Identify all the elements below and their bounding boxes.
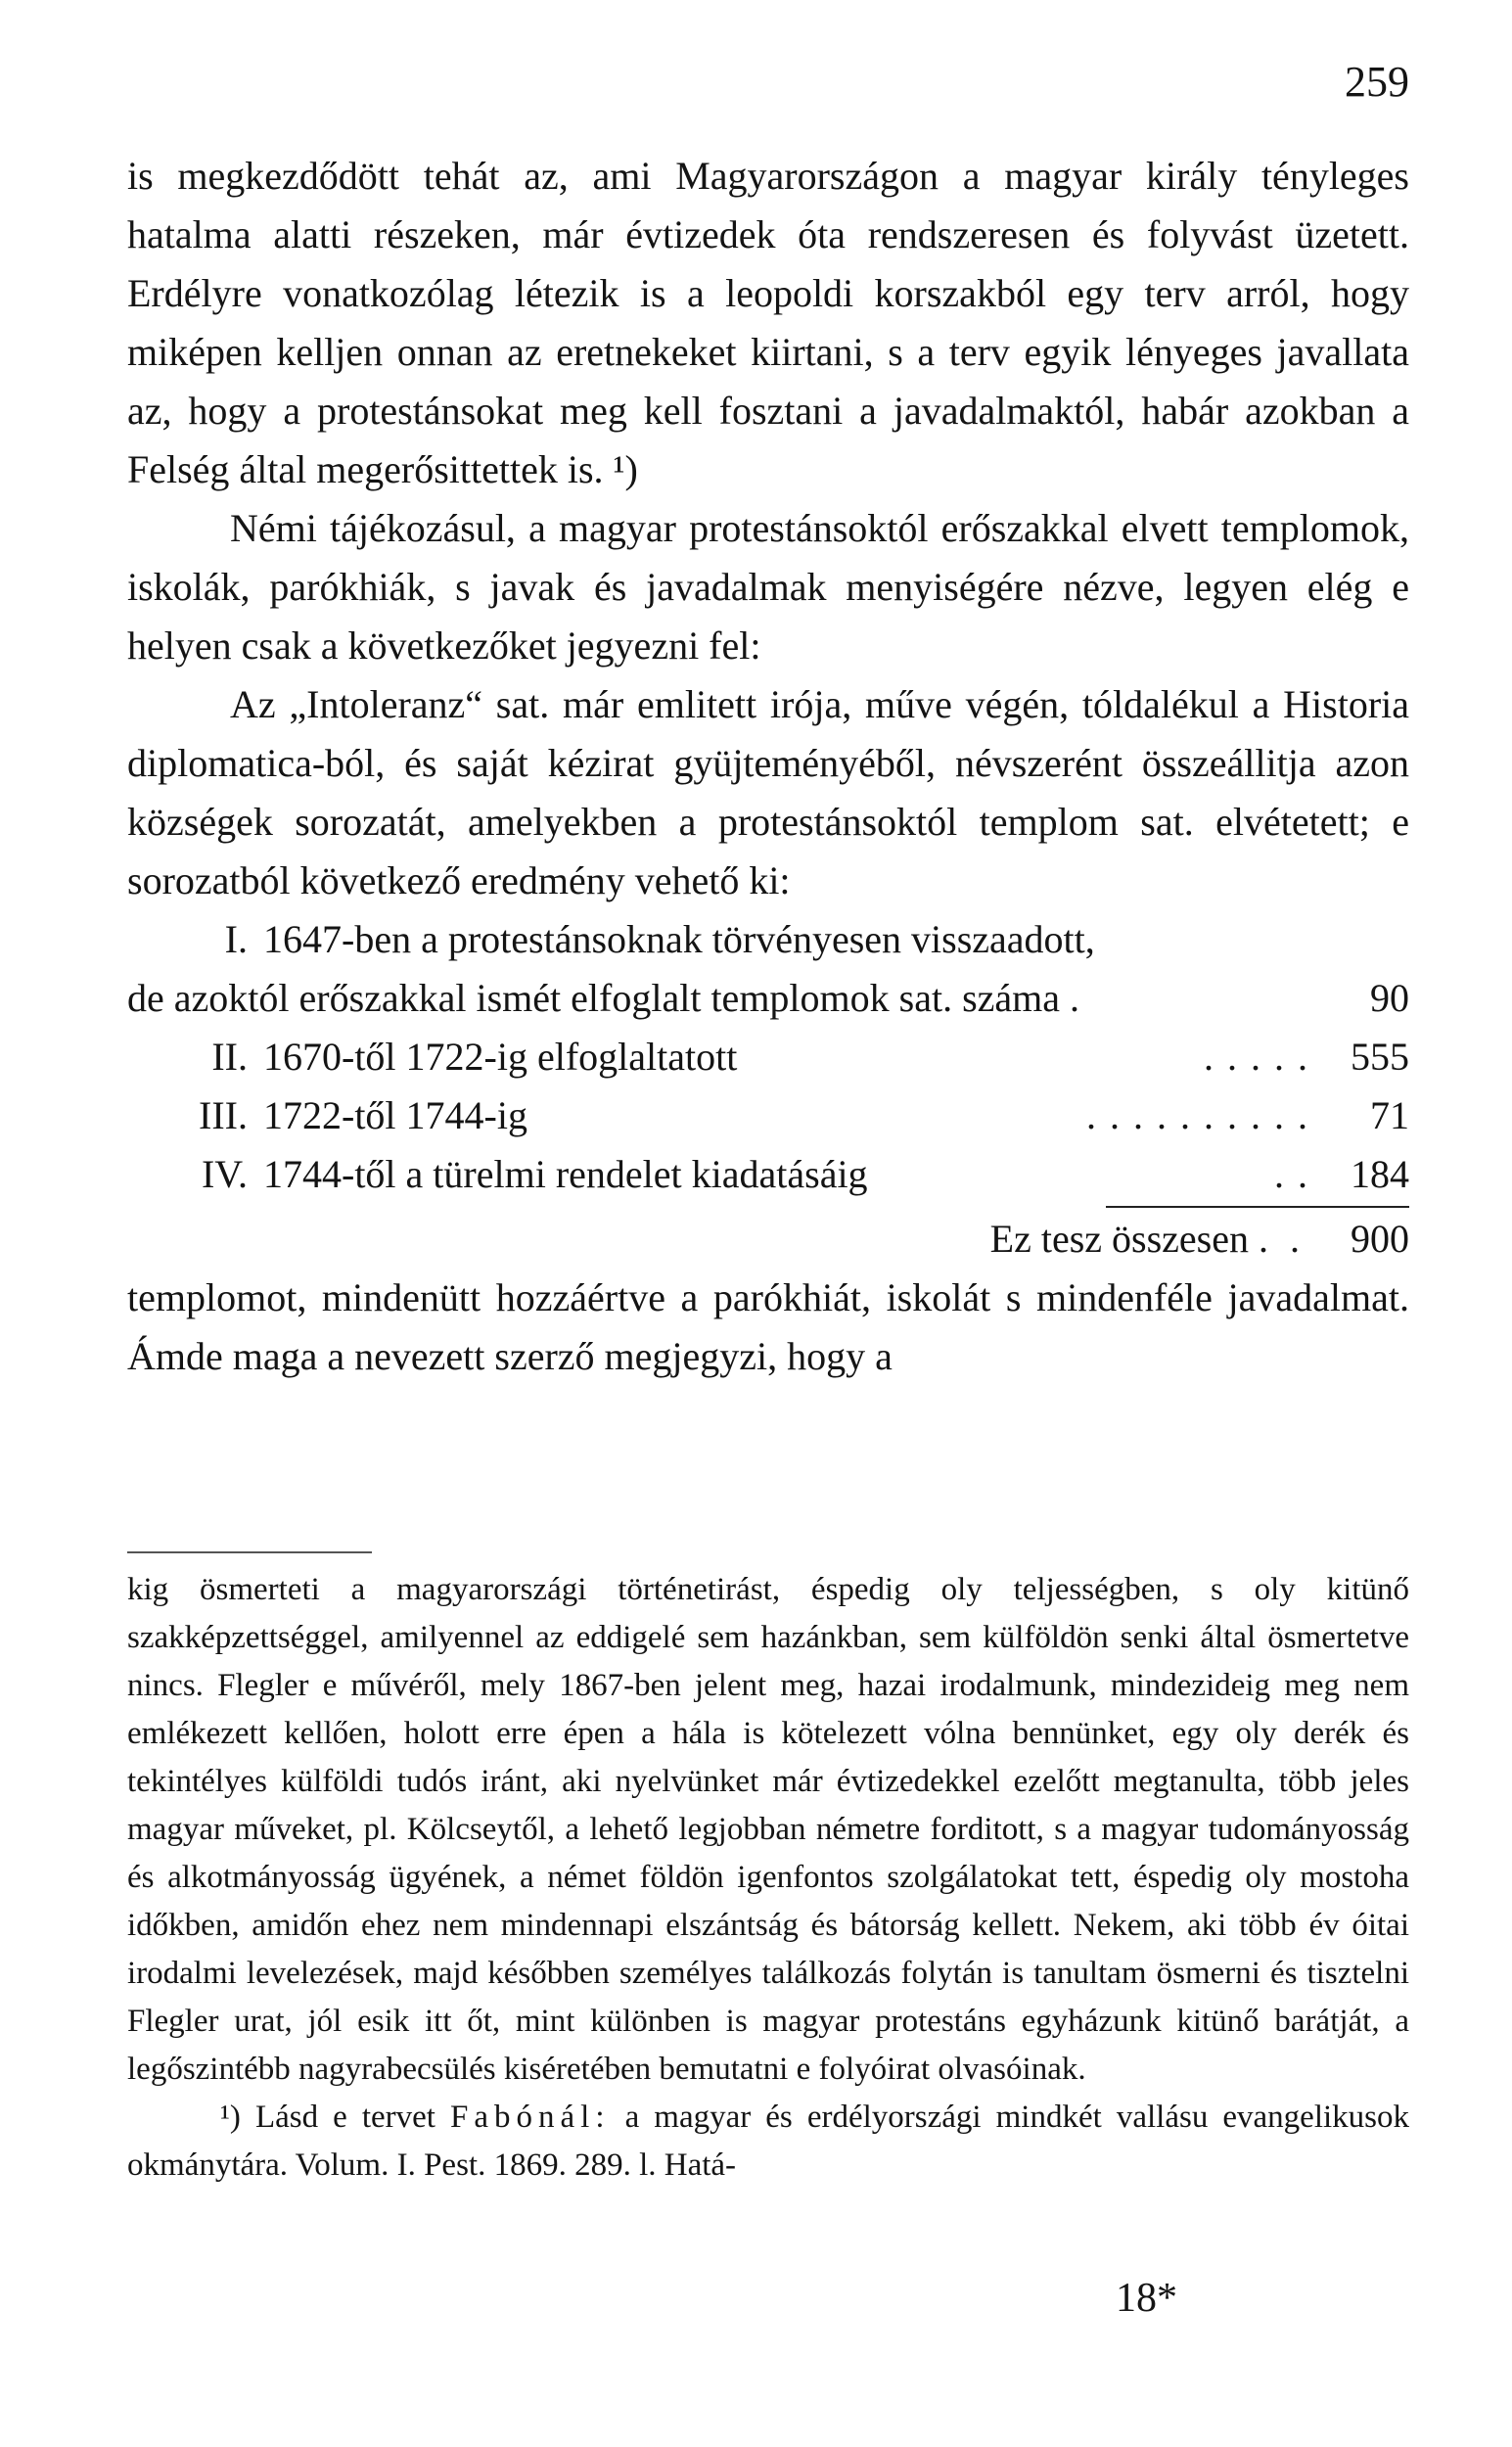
table-row: [127, 969, 1409, 1028]
row-leader-dots: .: [1070, 976, 1094, 1020]
row-number: IV.: [201, 1152, 248, 1196]
church-count-table: [127, 910, 1409, 1269]
row-description: 1722-től 1744-ig: [263, 1093, 527, 1137]
row-value: 71: [1370, 1093, 1409, 1137]
table-row: [127, 1086, 1409, 1145]
main-text: [127, 147, 1409, 1386]
table-row: [127, 1028, 1409, 1086]
total-row: [127, 1210, 1409, 1269]
row-number: I.: [224, 917, 248, 961]
footnote-1: [127, 2094, 1409, 2190]
signature-mark: 18*: [1116, 2276, 1177, 2321]
row-leader-dots: ..........: [1086, 1093, 1321, 1137]
paragraph-4: templomot, mindenütt hozzáértve a parókhiát, iskolát s mindenféle javadalmat. Ámde maga a nevezett szerző megjegyzi, hogy a: [127, 1275, 1409, 1378]
total-label: Ez tesz összesen: [989, 1217, 1249, 1261]
table-row: [127, 910, 1409, 969]
total-leader-dots: ..: [1259, 1217, 1321, 1261]
footnote-1-rest: a magyar és erdélyországi mindkét vallásu evangelikusok okmánytára. Volum. I. Pest. 1869. 289. l. Hatá-: [127, 2100, 1409, 2183]
row-description: 1647-ben a protestánsoknak törvényesen visszaadott,: [263, 917, 1095, 961]
page-number: 259: [1345, 58, 1409, 106]
table-row: [127, 1145, 1409, 1204]
row-description: 1744-től a türelmi rendelet kiadatásáig: [263, 1152, 868, 1196]
row-value: 184: [1351, 1152, 1409, 1196]
paragraph-1: is megkezdődött tehát az, ami Magyarországon a magyar király tényleges hatalma alatti részeken, már évtizedek óta rendszeresen és folyvást üzetett. Erdélyre vonatkozólag létezik is a leopoldi korszakból egy terv arról, hogy miképen kelljen onnan az eretnekeket kiirtani, s a terv egyik lényeges javallata az, hogy a protestánsokat meg kell fosztani a javadalmaktól, habár azokban a Felség által megerősittettek is. ¹): [127, 154, 1409, 491]
footnote-1-author: Fabónál:: [450, 2100, 611, 2135]
row-description: de azoktól erőszakkal ismét elfoglalt templomok sat. száma: [127, 976, 1061, 1020]
row-value: 90: [1370, 976, 1409, 1020]
paragraph-2: Némi tájékozásul, a magyar protestánsoktól erőszakkal elvett templomok, iskolák, parókhiák, s javak és javadalmak menyiségére nézve, legyen elég e helyen csak a következőket jegyezni fel:: [127, 506, 1409, 668]
row-value: 555: [1351, 1035, 1409, 1079]
sum-rule: [1106, 1206, 1409, 1208]
footnote-rule: [127, 1551, 372, 1553]
footnotes: [127, 1566, 1409, 2190]
footnote-continued: kig ösmerteti a magyarországi történetirást, éspedig oly teljességben, s oly kitünő szakképzettséggel, amilyennel az eddigelé sem hazánkban, sem külföldön senki által ösmertetve nincs. Flegler e művéről, mely 1867-ben jelent meg, hazai irodalmunk, mindezideig meg nem emlékezett kellően, holott erre épen a hála is kötelezett vólna bennünket, egy oly derék és tekintélyes külföldi tudós iránt, aki nyelvünket már évtizedekkel ezelőtt megtanulta, több jeles magyar műveket, pl. Kölcseytől, a lehető legjobban németre forditott, s a magyar tudományosság és alkotmányosság ügyének, a német földön igenfontos szolgálatokat tett, éspedig oly mostoha időkben, amidőn ehez nem mindennapi elszántság és bátorság kellett. Nekem, aki több év óitai irodalmi levelezések, majd későbben személyes találkozás folytán is tanultam ösmerni és tisztelni Flegler urat, jól esik itt őt, mint különben is magyar protestáns egyházunk kitünő barátját, a legőszintébb nagyrabecsülés kiséretében bemutatni e folyóirat olvasóinak.: [127, 1572, 1409, 2087]
total-value: 900: [1351, 1217, 1409, 1261]
row-leader-dots: ..: [1274, 1152, 1321, 1196]
row-number: III.: [199, 1093, 248, 1137]
footnote-1-start: ¹) Lásd e tervet: [220, 2100, 435, 2135]
row-number: II.: [211, 1035, 248, 1079]
paragraph-3: Az „Intoleranz“ sat. már emlitett irója, műve végén, tóldalékul a Historia diplomatica-ból, és saját kézirat gyüjteményéből, névszerént összeállitja azon községek sorozatát, amelyekben a protestánsoktól templom sat. elvétetett; e sorozatból következő eredmény vehető ki:: [127, 682, 1409, 902]
row-description: 1670-től 1722-ig elfoglaltatott: [263, 1035, 738, 1079]
row-leader-dots: .....: [1204, 1035, 1321, 1079]
